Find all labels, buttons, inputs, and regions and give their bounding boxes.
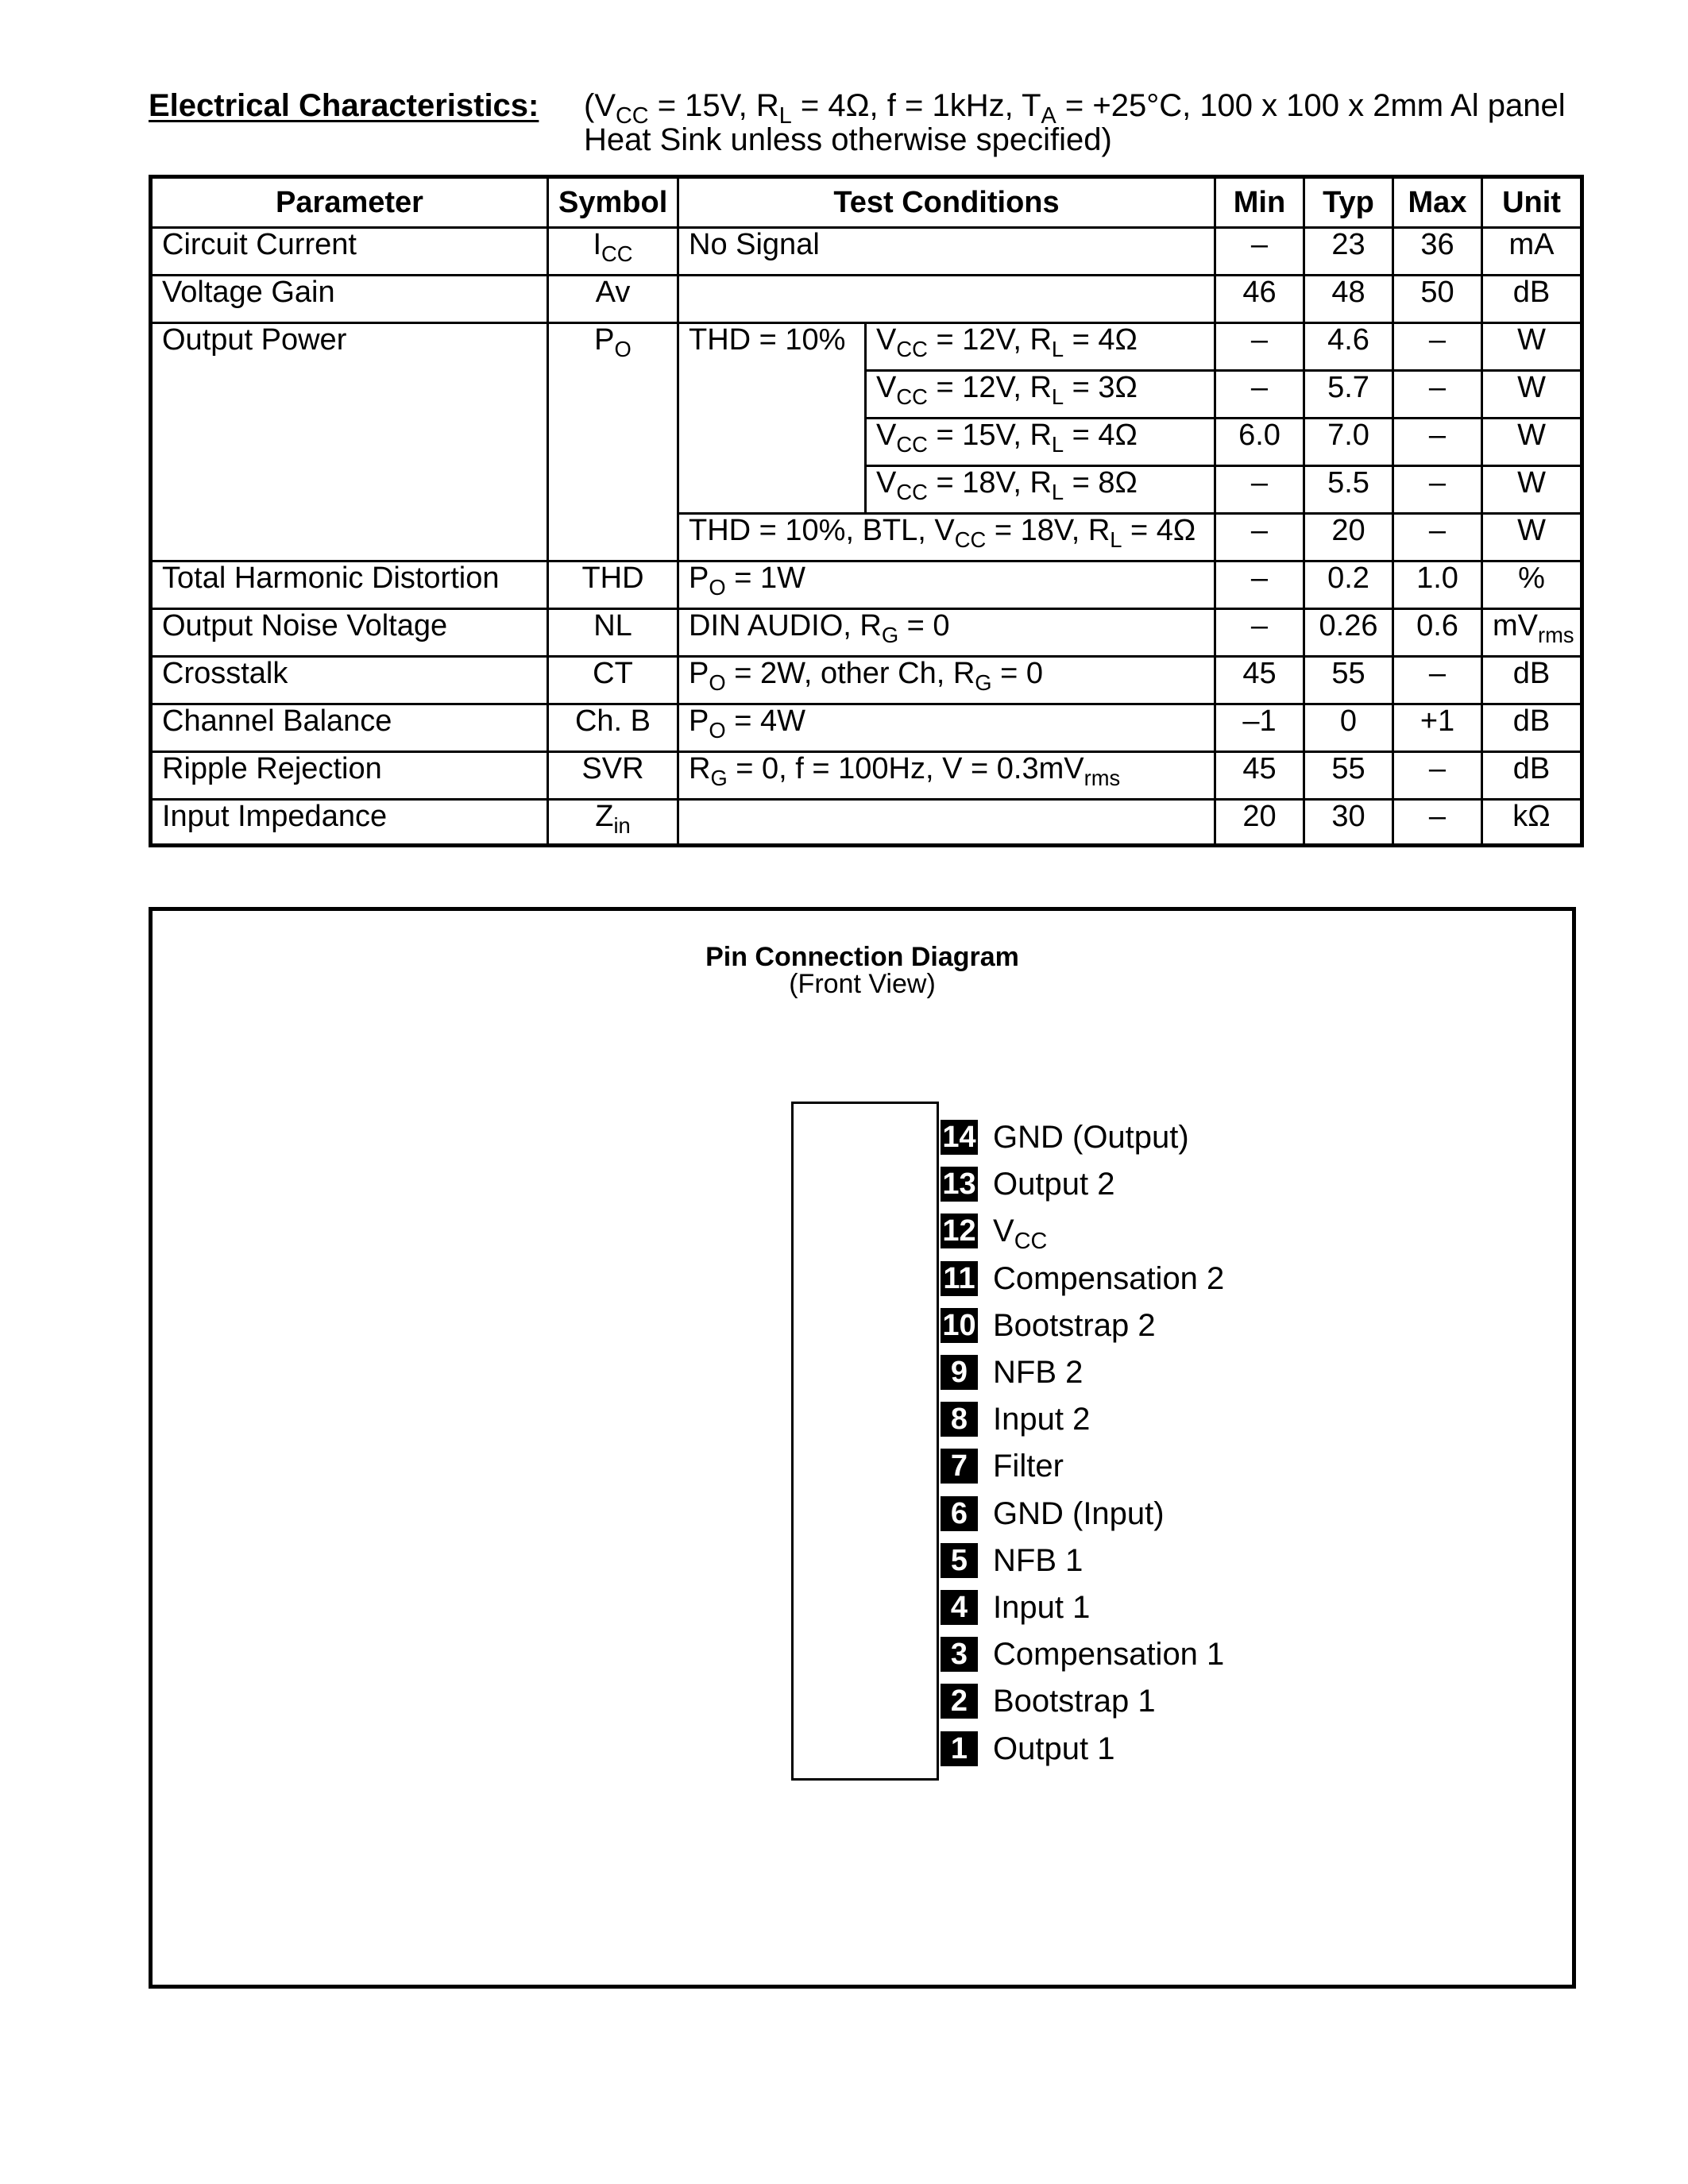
parameter-cell: Circuit Current: [151, 228, 548, 276]
pin-label: Bootstrap 1: [993, 1684, 1156, 1719]
pin-label: Compensation 1: [993, 1637, 1225, 1673]
pin-connection-diagram: [149, 907, 1576, 1989]
column-header: Min: [1215, 177, 1304, 228]
conditions-cell: $P_O = 1W$: [678, 561, 1215, 609]
pin-number: 5: [941, 1543, 978, 1578]
pin-label: Input 1: [993, 1590, 1091, 1625]
column-header: Symbol: [548, 177, 678, 228]
max-cell: –: [1393, 514, 1482, 561]
column-header: Unit: [1482, 177, 1582, 228]
table-row: [151, 276, 1582, 323]
diagram-subtitle: (Front View): [789, 969, 936, 999]
unit-cell: dB: [1482, 657, 1582, 704]
column-header: Test Conditions: [678, 177, 1215, 228]
conditions-cell: $V_{CC} = 12V$, $R_L = 4\Omega$: [866, 323, 1215, 371]
conditions-cell: DIN AUDIO, $R_G = 0$: [678, 609, 1215, 657]
unit-cell: W: [1482, 466, 1582, 514]
table-row: [151, 561, 1582, 609]
max-cell: –: [1393, 657, 1482, 704]
conditions-cell: $P_O = 4W$: [678, 704, 1215, 752]
unit-cell: $mV_{rms}$: [1482, 609, 1582, 657]
conditions-cell: [678, 276, 1215, 323]
electrical-characteristics-table: [149, 175, 1584, 847]
max-cell: 50: [1393, 276, 1482, 323]
min-cell: 46: [1215, 276, 1304, 323]
pin-label: Bootstrap 2: [993, 1307, 1156, 1343]
table-row: [151, 800, 1582, 846]
unit-cell: mA: [1482, 228, 1582, 276]
symbol-cell: $P_O$: [548, 323, 678, 561]
pin-label: Compensation 2: [993, 1260, 1225, 1296]
typ-cell: 5.5: [1304, 466, 1393, 514]
unit-cell: dB: [1482, 752, 1582, 800]
conditions-cell: [678, 800, 1215, 846]
condition-group-cell: THD = 10%: [678, 323, 866, 514]
symbol-cell: $Z_{in}$: [548, 800, 678, 846]
parameter-cell: Output Noise Voltage: [151, 609, 548, 657]
max-cell: 1.0: [1393, 561, 1482, 609]
parameter-cell: Ripple Rejection: [151, 752, 548, 800]
max-cell: –: [1393, 752, 1482, 800]
parameter-cell: Total Harmonic Distortion: [151, 561, 548, 609]
parameter-cell: Output Power: [151, 323, 548, 561]
pin-number: 8: [941, 1402, 978, 1437]
pin-number: 7: [941, 1449, 978, 1484]
pin-label: GND (Input): [993, 1495, 1165, 1531]
table-header-row: [151, 177, 1582, 228]
conditions-cell: No Signal: [678, 228, 1215, 276]
max-cell: 36: [1393, 228, 1482, 276]
unit-cell: W: [1482, 371, 1582, 419]
pin-label: Output 1: [993, 1731, 1115, 1766]
symbol-cell: NL: [548, 609, 678, 657]
typ-cell: 23: [1304, 228, 1393, 276]
column-header: Max: [1393, 177, 1482, 228]
min-cell: –: [1215, 323, 1304, 371]
pin-number: 1: [941, 1731, 978, 1766]
pin-label: GND (Output): [993, 1120, 1189, 1155]
pin-label: Output 2: [993, 1167, 1115, 1202]
pin-number: 4: [941, 1590, 978, 1625]
min-cell: –1: [1215, 704, 1304, 752]
parameter-cell: Voltage Gain: [151, 276, 548, 323]
typ-cell: 55: [1304, 752, 1393, 800]
conditions-cell: $V_{CC} = 18V$, $R_L = 8\Omega$: [866, 466, 1215, 514]
column-header: Parameter: [151, 177, 548, 228]
typ-cell: 7.0: [1304, 419, 1393, 466]
unit-cell: W: [1482, 419, 1582, 466]
typ-cell: 0.2: [1304, 561, 1393, 609]
min-cell: –: [1215, 466, 1304, 514]
symbol-cell: THD: [548, 561, 678, 609]
typ-cell: 0.26: [1304, 609, 1393, 657]
typ-cell: 0: [1304, 704, 1393, 752]
unit-cell: W: [1482, 323, 1582, 371]
table-row: [151, 704, 1582, 752]
section-title: Electrical Characteristics:: [149, 88, 539, 123]
min-cell: –: [1215, 371, 1304, 419]
pin-number: 6: [941, 1496, 978, 1531]
pin-label: NFB 1: [993, 1542, 1083, 1578]
parameter-cell: Input Impedance: [151, 800, 548, 846]
diagram-title: Pin Connection Diagram: [705, 942, 1019, 972]
table-row: [151, 752, 1582, 800]
pin-number: 11: [941, 1261, 978, 1296]
max-cell: +1: [1393, 704, 1482, 752]
min-cell: 20: [1215, 800, 1304, 846]
typ-cell: 4.6: [1304, 323, 1393, 371]
symbol-cell: CT: [548, 657, 678, 704]
unit-cell: dB: [1482, 276, 1582, 323]
unit-cell: W: [1482, 514, 1582, 561]
pin-number: 2: [941, 1684, 978, 1719]
symbol-cell: $I_{CC}$: [548, 228, 678, 276]
ic-package-outline: [791, 1102, 939, 1781]
pin-label: $V_{CC}$: [993, 1214, 1048, 1255]
max-cell: –: [1393, 466, 1482, 514]
column-header: Typ: [1304, 177, 1393, 228]
min-cell: –: [1215, 228, 1304, 276]
conditions-cell: $V_{CC} = 12V$, $R_L = 3\Omega$: [866, 371, 1215, 419]
table-row: [151, 228, 1582, 276]
max-cell: –: [1393, 800, 1482, 846]
pin-label: NFB 2: [993, 1355, 1083, 1390]
pin-number: 12: [941, 1214, 978, 1248]
table-row: [151, 609, 1582, 657]
pin-number: 3: [941, 1637, 978, 1672]
unit-cell: %: [1482, 561, 1582, 609]
typ-cell: 55: [1304, 657, 1393, 704]
pin-number: 14: [941, 1120, 978, 1155]
min-cell: 6.0: [1215, 419, 1304, 466]
unit-cell: dB: [1482, 704, 1582, 752]
min-cell: 45: [1215, 752, 1304, 800]
conditions-cell: THD = 10%, BTL, $V_{CC} = 18V$, $R_L = 4\Omega$: [678, 514, 1215, 561]
pin-number: 10: [941, 1308, 978, 1343]
unit-cell: kΩ: [1482, 800, 1582, 846]
test-conditions-note: ($V_{CC} = 15V$, $R_L = 4\Omega$, f = 1kHz, $T_A = +25^\circ C$, 100 x 100 x 2mm Al panel Heat Sink unless otherwise specified): [584, 88, 1566, 157]
pin-number: 9: [941, 1355, 978, 1390]
symbol-cell: Ch. B: [548, 704, 678, 752]
min-cell: –: [1215, 609, 1304, 657]
conditions-cell: $R_G = 0$, f = 100Hz, $V = 0.3mV_{rms}$: [678, 752, 1215, 800]
conditions-cell: $P_O = 2W$, other Ch, $R_G = 0$: [678, 657, 1215, 704]
conditions-cell: $V_{CC} = 15V$, $R_L = 4\Omega$: [866, 419, 1215, 466]
parameter-cell: Channel Balance: [151, 704, 548, 752]
min-cell: –: [1215, 561, 1304, 609]
symbol-cell: Av: [548, 276, 678, 323]
max-cell: –: [1393, 419, 1482, 466]
table-row: [151, 657, 1582, 704]
typ-cell: 5.7: [1304, 371, 1393, 419]
parameter-cell: Crosstalk: [151, 657, 548, 704]
symbol-cell: SVR: [548, 752, 678, 800]
pin-number: 13: [941, 1167, 978, 1202]
max-cell: –: [1393, 323, 1482, 371]
min-cell: –: [1215, 514, 1304, 561]
typ-cell: 20: [1304, 514, 1393, 561]
pin-label: Input 2: [993, 1402, 1091, 1437]
max-cell: –: [1393, 371, 1482, 419]
typ-cell: 30: [1304, 800, 1393, 846]
pin-label: Filter: [993, 1449, 1064, 1484]
min-cell: 45: [1215, 657, 1304, 704]
table-row: [151, 323, 1582, 371]
typ-cell: 48: [1304, 276, 1393, 323]
max-cell: 0.6: [1393, 609, 1482, 657]
